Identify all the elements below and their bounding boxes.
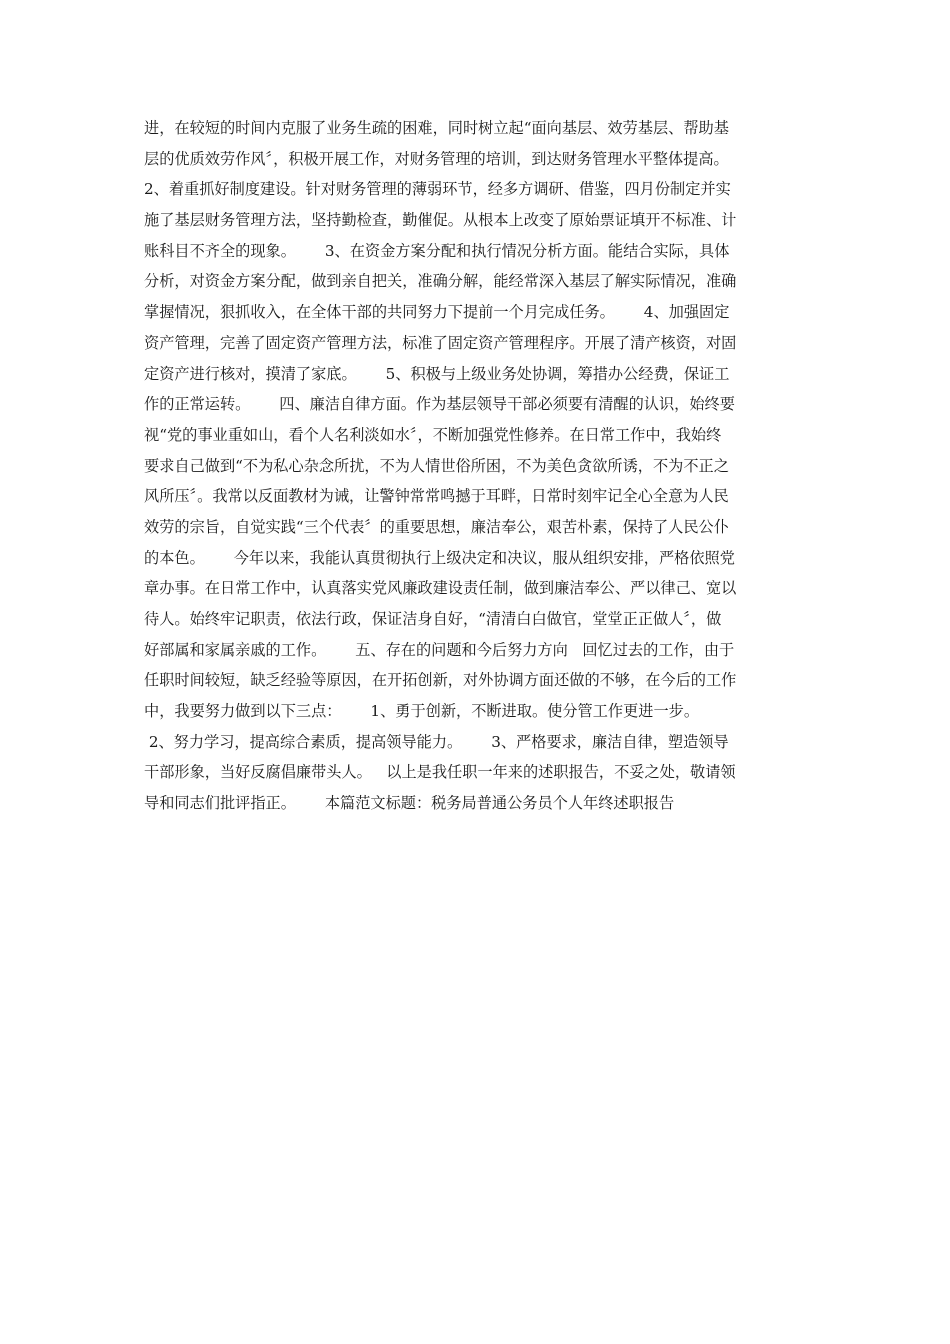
text-line: 干部形象，当好反腐倡廉带头人。 以上是我任职一年来的述职报告，不妥之处，敬请领	[144, 763, 736, 782]
text-line: 定资产进行核对，摸清了家底。 5、积极与上级业务处协调，筹措办公经费，保证工	[144, 364, 730, 383]
text-line: 作的正常运转。 四、廉洁自律方面。作为基层领导干部必须要有清醒的认识，始终要	[144, 395, 735, 414]
text-line: 分析，对资金方案分配，做到亲自把关，准确分解，能经常深入基层了解实际情况，准确	[144, 272, 737, 291]
text-line: 要求自己做到“不为私心杂念所扰，不为人情世俗所困，不为美色贪欲所诱，不为不正之	[144, 456, 729, 475]
text-line: 层的优质效劳作风〞，积极开展工作，对财务管理的培训，到达财务管理水平整体提高。	[144, 149, 729, 168]
text-line: 好部属和家属亲戚的工作。 五、存在的问题和今后努力方向 回忆过去的工作，由于	[144, 640, 735, 659]
body-text	[144, 113, 806, 819]
text-line: 待人。始终牢记职责，依法行政，保证洁身自好，“清清白白做官，堂堂正正做人〞，做	[144, 610, 722, 628]
text-line: 账科目不齐全的现象。 3、在资金方案分配和执行情况分析方面。能结合实际，具体	[144, 241, 730, 260]
text-line: 风所压〞。我常以反面教材为诫，让警钟常常鸣撼于耳畔，日常时刻牢记全心全意为人民	[144, 487, 729, 506]
text-line: 的本色。 今年以来，我能认真贯彻执行上级决定和决议，服从组织安排，严格依照党	[144, 548, 735, 567]
text-line: 2、努力学习，提高综合素质，提高领导能力。 3、严格要求，廉洁自律，塑造领导	[144, 732, 729, 751]
text-line: 中，我要努力做到以下三点： 1、勇于创新，不断进取。使分管工作更进一步。	[144, 702, 700, 721]
text-line: 效劳的宗旨，自觉实践“三个代表〞的重要思想，廉洁奉公，艰苦朴素，保持了人民公仆	[144, 517, 729, 536]
text-line: 2、着重抓好制度建设。针对财务管理的薄弱环节，经多方调研、借鉴，四月份制定并实	[144, 180, 731, 199]
text-line: 资产管理，完善了固定资产管理方法，标准了固定资产管理程序。开展了清产核资，对固	[144, 333, 737, 352]
text-line: 进，在较短的时间内克服了业务生疏的困难，同时树立起“面向基层、效劳基层、帮助基	[144, 119, 729, 137]
text-line: 施了基层财务管理方法，坚持勤检查，勤催促。从根本上改变了原始票证填开不标准、计	[144, 211, 737, 230]
text-line: 章办事。在日常工作中，认真落实党风廉政建设责任制，做到廉洁奉公、严以律己、宽以	[144, 579, 737, 598]
text-line: 视“党的事业重如山，看个人名利淡如水〞，不断加强党性修养。在日常工作中，我始终	[144, 425, 722, 444]
text-line: 导和同志们批评指正。 本篇范文标题：税务局普通公务员个人年终述职报告	[144, 794, 675, 813]
text-line: 掌握情况，狠抓收入，在全体干部的共同努力下提前一个月完成任务。 4、加强固定	[144, 303, 730, 322]
text-line: 任职时间较短，缺乏经验等原因，在开拓创新，对外协调方面还做的不够，在今后的工作	[144, 671, 737, 690]
